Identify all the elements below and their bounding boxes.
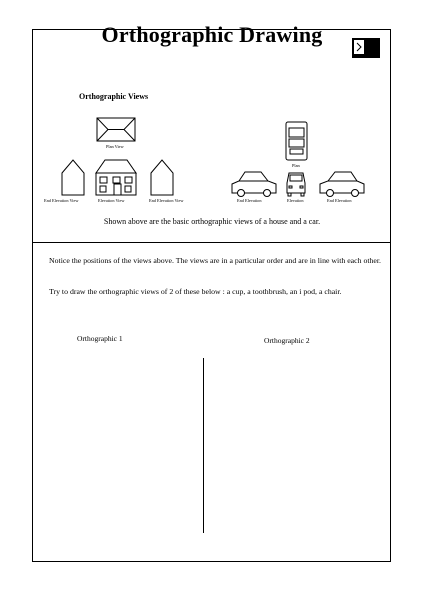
house-elevation-label: Elevation View — [98, 198, 125, 203]
page-title: Orthographic Drawing — [101, 22, 323, 47]
car-end-elevation-left — [232, 172, 276, 197]
house-plan-view — [97, 118, 135, 141]
house-end-elevation-left — [62, 160, 84, 195]
house-end-right-label: End Elevation View — [149, 198, 184, 203]
car-elevation-label: Elevation — [287, 198, 304, 203]
house-elevation-view — [96, 160, 136, 195]
house-plan-label: Plan View — [106, 144, 124, 149]
section-subtitle: Orthographic Views — [79, 92, 149, 101]
car-end-right-label: End Elevation — [327, 198, 352, 203]
instruction-paragraph-2: Try to draw the orthographic views of 2 of these below : a cup, a toothbrush, an i pod, a chair. — [49, 287, 342, 296]
house-end-left-label: End Elevation View — [44, 198, 79, 203]
area-label-right: Orthographic 2 — [264, 336, 310, 345]
house-end-elevation-right — [151, 160, 173, 195]
instruction-paragraph-1: Notice the positions of the views above. The views are in a particular order and are in line with each other. — [49, 256, 381, 265]
car-elevation — [287, 173, 305, 196]
car-plan-label: Plan — [292, 163, 300, 168]
car-plan-view — [286, 122, 307, 160]
divider — [32, 242, 391, 243]
car-end-left-label: End Elevation — [237, 198, 262, 203]
area-label-left: Orthographic 1 — [77, 334, 123, 343]
car-end-elevation-right — [320, 172, 364, 197]
caption: Shown above are the basic orthographic views of a house and a car. — [103, 217, 321, 226]
drawing-area-divider — [203, 358, 204, 533]
